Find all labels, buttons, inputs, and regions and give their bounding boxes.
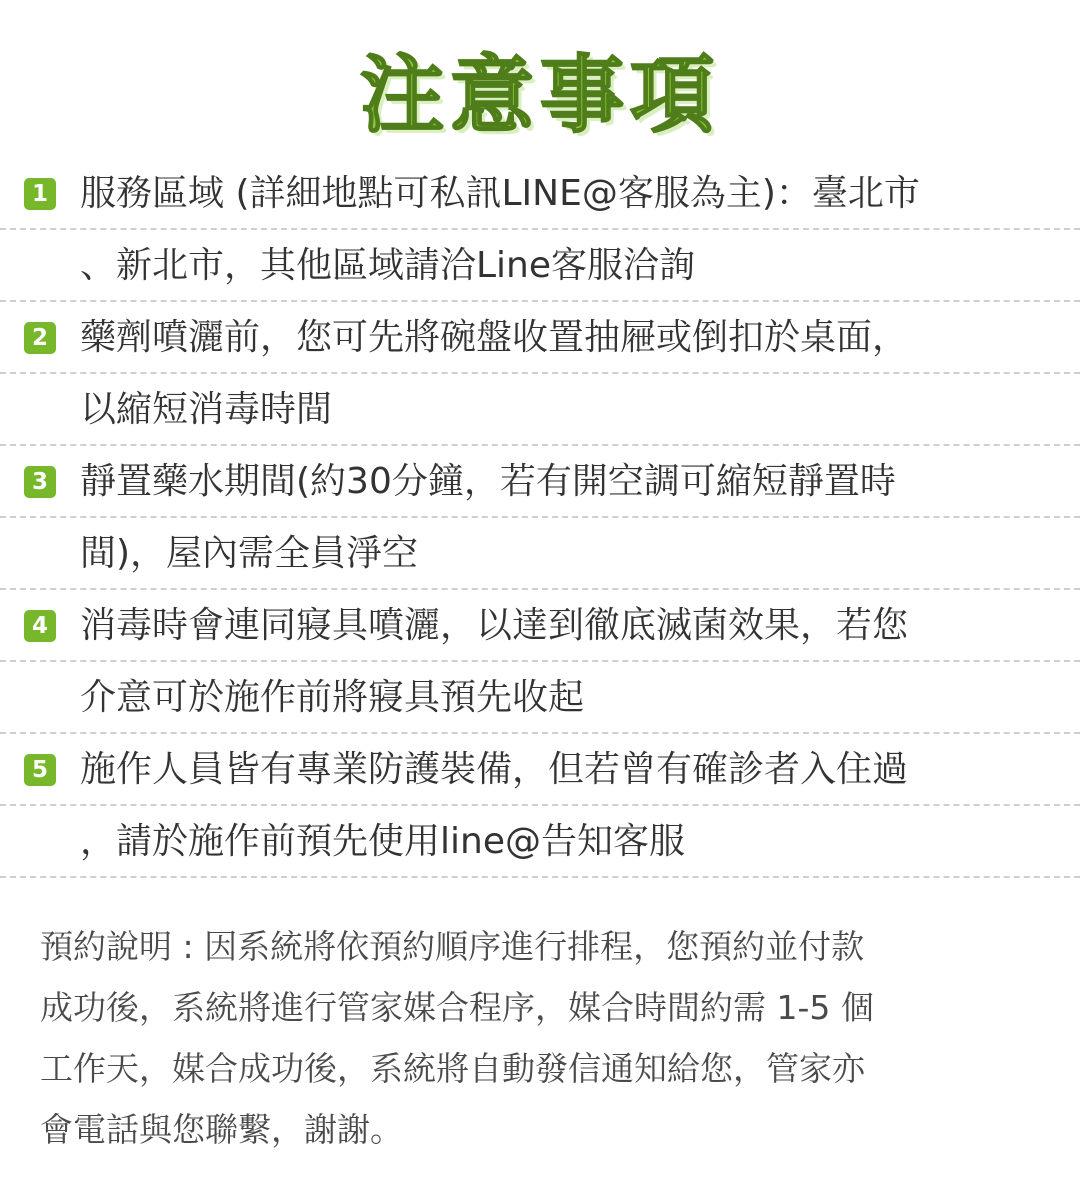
notice-text: 以縮短消毒時間: [80, 389, 333, 430]
number-badge: 4: [24, 610, 56, 642]
notice-text: 靜置藥水期間(約30分鐘，若有開空調可縮短靜置時: [80, 461, 896, 502]
notice-item-1-line-1: [0, 158, 1080, 230]
booking-note-line: 預約說明 : 因系統將依預約順序進行排程，您預約並付款: [40, 927, 865, 966]
booking-note-line: 會電話與您聯繫，謝謝。: [40, 1110, 403, 1149]
notice-text: 藥劑噴灑前，您可先將碗盤收置抽屜或倒扣於桌面，: [80, 317, 909, 358]
notice-list: [0, 158, 1080, 878]
number-badge: 3: [24, 466, 56, 498]
notice-item-5-line-1: [0, 734, 1080, 806]
notice-item-3-line-2: [0, 518, 1080, 590]
notice-text: 、新北市，其他區域請洽Line客服洽詢: [80, 245, 696, 286]
notice-text: 消毒時會連同寢具噴灑，以達到徹底滅菌效果，若您: [80, 605, 909, 646]
number-badge: 1: [24, 178, 56, 210]
notice-text: 介意可於施作前將寢具預先收起: [80, 677, 585, 718]
booking-note-line: 工作天，媒合成功後，系統將自動發信通知給您，管家亦: [40, 1049, 865, 1088]
notice-text: 服務區域 (詳細地點可私訊LINE@客服為主)：臺北市: [80, 173, 920, 214]
notice-item-4-line-1: [0, 590, 1080, 662]
notice-text: 施作人員皆有專業防護裝備，但若曾有確診者入住過: [80, 749, 909, 790]
notice-item-4-line-2: [0, 662, 1080, 734]
notice-text: ，請於施作前預先使用line@告知客服: [80, 821, 685, 862]
notice-item-5-line-2: [0, 806, 1080, 878]
notice-item-1-line-2: [0, 230, 1080, 302]
notice-item-3-line-1: [0, 446, 1080, 518]
booking-note-line: 成功後，系統將進行管家媒合程序，媒合時間約需 1-5 個: [40, 988, 874, 1027]
number-badge: 2: [24, 322, 56, 354]
notice-text: 間)，屋內需全員淨空: [80, 533, 419, 574]
page-title: 注意事項: [359, 46, 720, 144]
notice-item-2-line-1: [0, 302, 1080, 374]
notice-item-2-line-2: [0, 374, 1080, 446]
booking-note: [40, 916, 1050, 1160]
number-badge: 5: [24, 754, 56, 786]
